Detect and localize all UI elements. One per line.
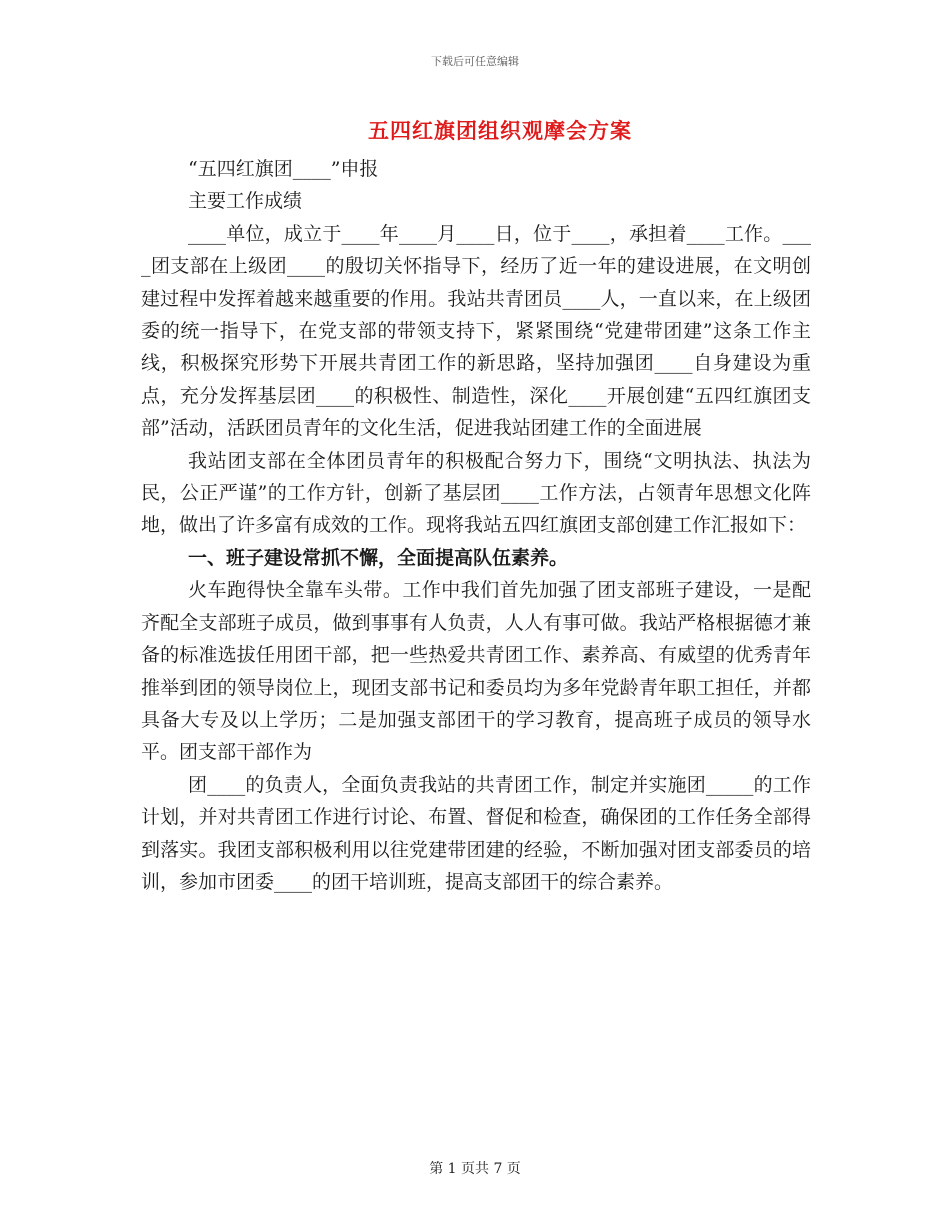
- paragraph-section-label: 主要工作成绩: [188, 190, 303, 213]
- paragraph-unit-intro: ____单位，成立于____年____月____日，位于____，承担着____工作。____团支部在上级团____的殷切关怀指导下，经历了近一年的建设进展，在文明创建过程中发挥着越来越重要的作用。我站共青团员____人，一直以来，在上级团委的统一指导下，在党支部的带领支持下，紧紧围绕“党建带团建”这条工作主线，积极探究形势下开展共青团工作的新思路，坚持加强团____自身建设为重点，充分发挥基层团____的积极性、制造性，深化____开展创建“五四红旗团支部”活动，活跃团员青年的文化生活，促进我站团建工作的全面进展: [141, 222, 811, 440]
- paragraph-work-summary: 我站团支部在全体团员青年的积极配合努力下，围绕“文明执法、执法为民，公正严谨”的工作方针，创新了基层团____工作方法，占领青年思想文化阵地，做出了许多富有成效的工作。现将我站五四红旗团支部创建工作汇报如下：: [141, 449, 811, 537]
- section-heading-1: 一、班子建设常抓不懈，全面提高队伍素养。: [188, 546, 569, 569]
- document-title: 五四红旗团组织观摩会方案: [368, 118, 632, 143]
- page-number: 第 1 页共 7 页: [429, 1161, 521, 1177]
- paragraph-application-line: “五四红旗团____”申报: [188, 158, 379, 180]
- document-body: [141, 153, 811, 898]
- paragraph-team-leaders: 团____的负责人，全面负责我站的共青团工作，制定并实施团_____的工作计划，并对共青团工作进行讨论、布置、督促和检查，确保团的工作任务全部得到落实。我团支部积极利用以往党建带团建的经验，不断加强对团支部委员的培训，参加市团委____的团干培训班，提高支部团干的综合素养。: [141, 773, 811, 893]
- paragraph-team-building: 火车跑得快全靠车头带。工作中我们首先加强了团支部班子建设，一是配齐配全支部班子成员，做到事事有人负责，人人有事可做。我站严格根据德才兼备的标准选拔任用团干部，把一些热爱共青团工作、素养高、有威望的优秀青年推举到团的领导岗位上，现团支部书记和委员均为多年党龄青年职工担任，并都具备大专及以上学历；二是加强支部团干的学习教育，提高班子成员的领导水平。团支部干部作为: [141, 579, 811, 764]
- header-note: 下载后可任意编辑: [431, 55, 519, 68]
